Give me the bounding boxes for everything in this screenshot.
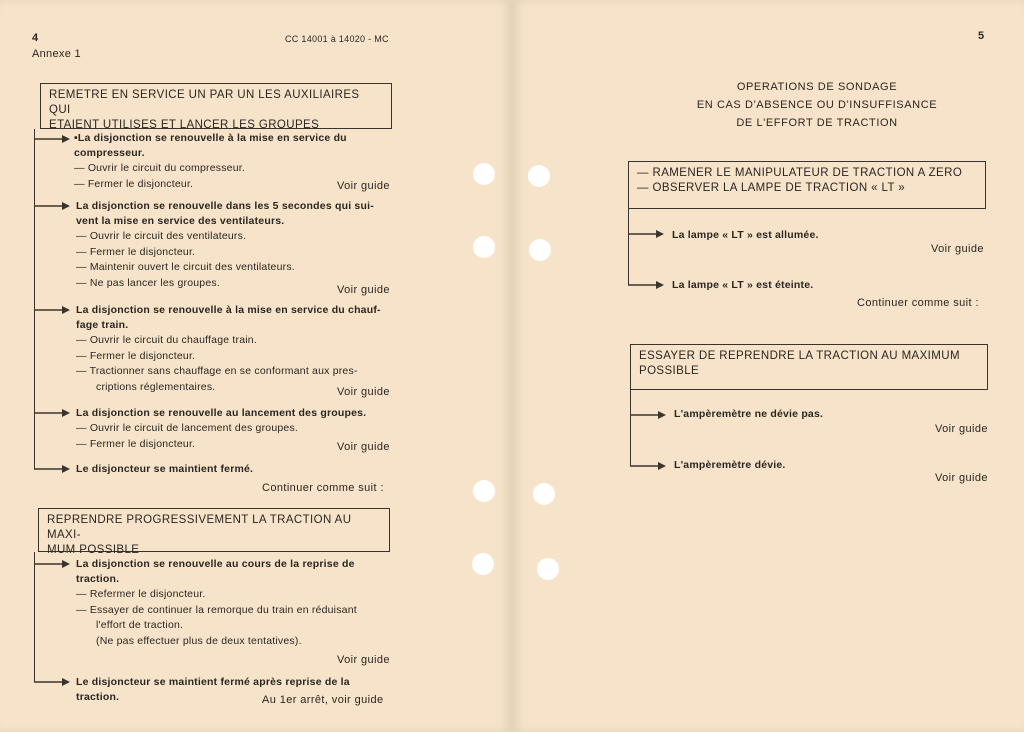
page-title xyxy=(662,78,972,132)
arrow-icon xyxy=(628,279,664,291)
step-text: — Fermer le disjoncteur. xyxy=(76,349,196,362)
voir-guide-link: Voir guide xyxy=(337,180,390,192)
binder-hole xyxy=(529,239,551,261)
step-text: — Maintenir ouvert le circuit des ventilateurs. xyxy=(76,261,295,273)
binder-hole xyxy=(528,165,550,187)
instruction-box-auxiliaires xyxy=(40,83,392,129)
step-text: (Ne pas effectuer plus de deux tentatives). xyxy=(96,634,302,647)
case-ventilateurs xyxy=(76,199,398,291)
step-text: — Tractionner sans chauffage en se conformant aux pres- xyxy=(76,365,358,377)
instruction-box-traction xyxy=(38,508,390,556)
voir-guide-link: Voir guide xyxy=(931,243,984,255)
box-line: — OBSERVER LA LAMPE DE TRACTION « LT » xyxy=(637,182,906,194)
flow-connector xyxy=(34,552,35,682)
case-heading: fage train. xyxy=(76,319,129,331)
box-line: REPRENDRE PROGRESSIVEMENT LA TRACTION AU MAXI- xyxy=(47,514,352,541)
case-amperemetre-ne-devie-pas: L'ampèremètre ne dévie pas. xyxy=(674,408,824,420)
binder-hole xyxy=(537,558,559,580)
arrow-icon xyxy=(34,463,70,475)
step-text: — Fermer le disjoncteur. xyxy=(74,177,194,190)
arrow-icon xyxy=(34,200,70,212)
step-text: — Fermer le disjoncteur. xyxy=(76,437,196,450)
case-reprise-traction xyxy=(76,557,398,649)
step-text: — Ouvrir le circuit du compresseur. xyxy=(74,162,245,174)
binder-hole xyxy=(533,483,555,505)
binder-hole xyxy=(472,553,494,575)
case-lampe-allumee: La lampe « LT » est allumée. xyxy=(672,229,819,241)
step-text: l'effort de traction. xyxy=(96,619,184,631)
voir-guide-link: Au 1er arrêt, voir guide xyxy=(262,694,384,706)
title-line: EN CAS D'ABSENCE OU D'INSUFFISANCE xyxy=(696,99,938,111)
step-text: — Ne pas lancer les groupes. xyxy=(76,276,220,289)
continue-note: Continuer comme suit : xyxy=(857,297,979,309)
right-page-number: 5 xyxy=(978,30,985,42)
arrow-icon xyxy=(34,133,70,145)
step-text: — Ouvrir le circuit de lancement des groupes. xyxy=(76,422,299,434)
box-line: MUM POSSIBLE xyxy=(47,544,140,556)
left-page-number: 4 xyxy=(32,32,39,44)
step-text: — Fermer le disjoncteur. xyxy=(76,245,196,258)
right-page xyxy=(512,0,1024,732)
voir-guide-link: Voir guide xyxy=(935,423,988,435)
voir-guide-link: Voir guide xyxy=(337,284,390,296)
case-heading: La disjonction se renouvelle au cours de la reprise de xyxy=(76,558,355,570)
binder-hole xyxy=(473,236,495,258)
box-line: ESSAYER DE REPRENDRE LA TRACTION AU MAXIMUM xyxy=(639,350,960,362)
arrow-icon xyxy=(34,676,70,688)
case-lampe-eteinte: La lampe « LT » est éteinte. xyxy=(672,279,814,291)
instruction-box-reprendre-traction xyxy=(630,344,988,390)
case-heading: La disjonction se renouvelle à la mise en service du chauf- xyxy=(76,304,381,316)
case-heading: traction. xyxy=(76,573,120,585)
instruction-box-manipulateur xyxy=(628,161,986,209)
arrow-icon xyxy=(630,409,666,421)
step-text: — Essayer de continuer la remorque du train en réduisant xyxy=(76,603,357,616)
box-line: — RAMENER LE MANIPULATEUR DE TRACTION A ZERO xyxy=(637,167,963,179)
arrow-icon xyxy=(34,304,70,316)
case-heading: La disjonction se renouvelle dans les 5 secondes qui sui- xyxy=(76,200,374,212)
case-heading: traction. xyxy=(76,691,120,703)
case-maintient-ferme: Le disjoncteur se maintient fermé. xyxy=(76,463,254,475)
voir-guide-link: Voir guide xyxy=(337,654,390,666)
binder-hole xyxy=(473,480,495,502)
case-heading: La disjonction se renouvelle au lancement des groupes. xyxy=(76,407,367,419)
arrow-icon xyxy=(628,228,664,240)
box-line: ETAIENT UTILISES ET LANCER LES GROUPES xyxy=(49,119,320,131)
binder-hole xyxy=(473,163,495,185)
continue-note: Continuer comme suit : xyxy=(262,482,384,494)
arrow-icon xyxy=(34,558,70,570)
annex-label: Annexe 1 xyxy=(32,48,81,60)
step-text: — Ouvrir le circuit des ventilateurs. xyxy=(76,230,247,242)
voir-guide-link: Voir guide xyxy=(337,441,390,453)
title-line: DE L'EFFORT DE TRACTION xyxy=(736,117,898,129)
box-line: POSSIBLE xyxy=(639,365,700,377)
case-heading: compresseur. xyxy=(74,147,145,159)
case-chauffage-train xyxy=(76,303,398,395)
step-text: — Refermer le disjoncteur. xyxy=(76,588,206,600)
flow-connector xyxy=(630,390,631,466)
voir-guide-link: Voir guide xyxy=(935,472,988,484)
arrow-icon xyxy=(630,460,666,472)
case-amperemetre-devie: L'ampèremètre dévie. xyxy=(674,459,786,471)
step-text: — Ouvrir le circuit du chauffage train. xyxy=(76,334,257,346)
case-heading: •La disjonction se renouvelle à la mise en service du xyxy=(74,132,347,144)
arrow-icon xyxy=(34,407,70,419)
voir-guide-link: Voir guide xyxy=(337,386,390,398)
title-line: OPERATIONS DE SONDAGE xyxy=(736,81,898,93)
running-head: CC 14001 à 14020 - MC xyxy=(285,34,389,44)
flow-connector xyxy=(628,209,629,285)
step-text: criptions réglementaires. xyxy=(96,380,216,393)
case-heading: Le disjoncteur se maintient fermé après reprise de la xyxy=(76,676,350,688)
box-line: REMETRE EN SERVICE UN PAR UN LES AUXILIAIRES QUI xyxy=(49,89,360,116)
case-heading: vent la mise en service des ventilateurs. xyxy=(76,215,285,227)
